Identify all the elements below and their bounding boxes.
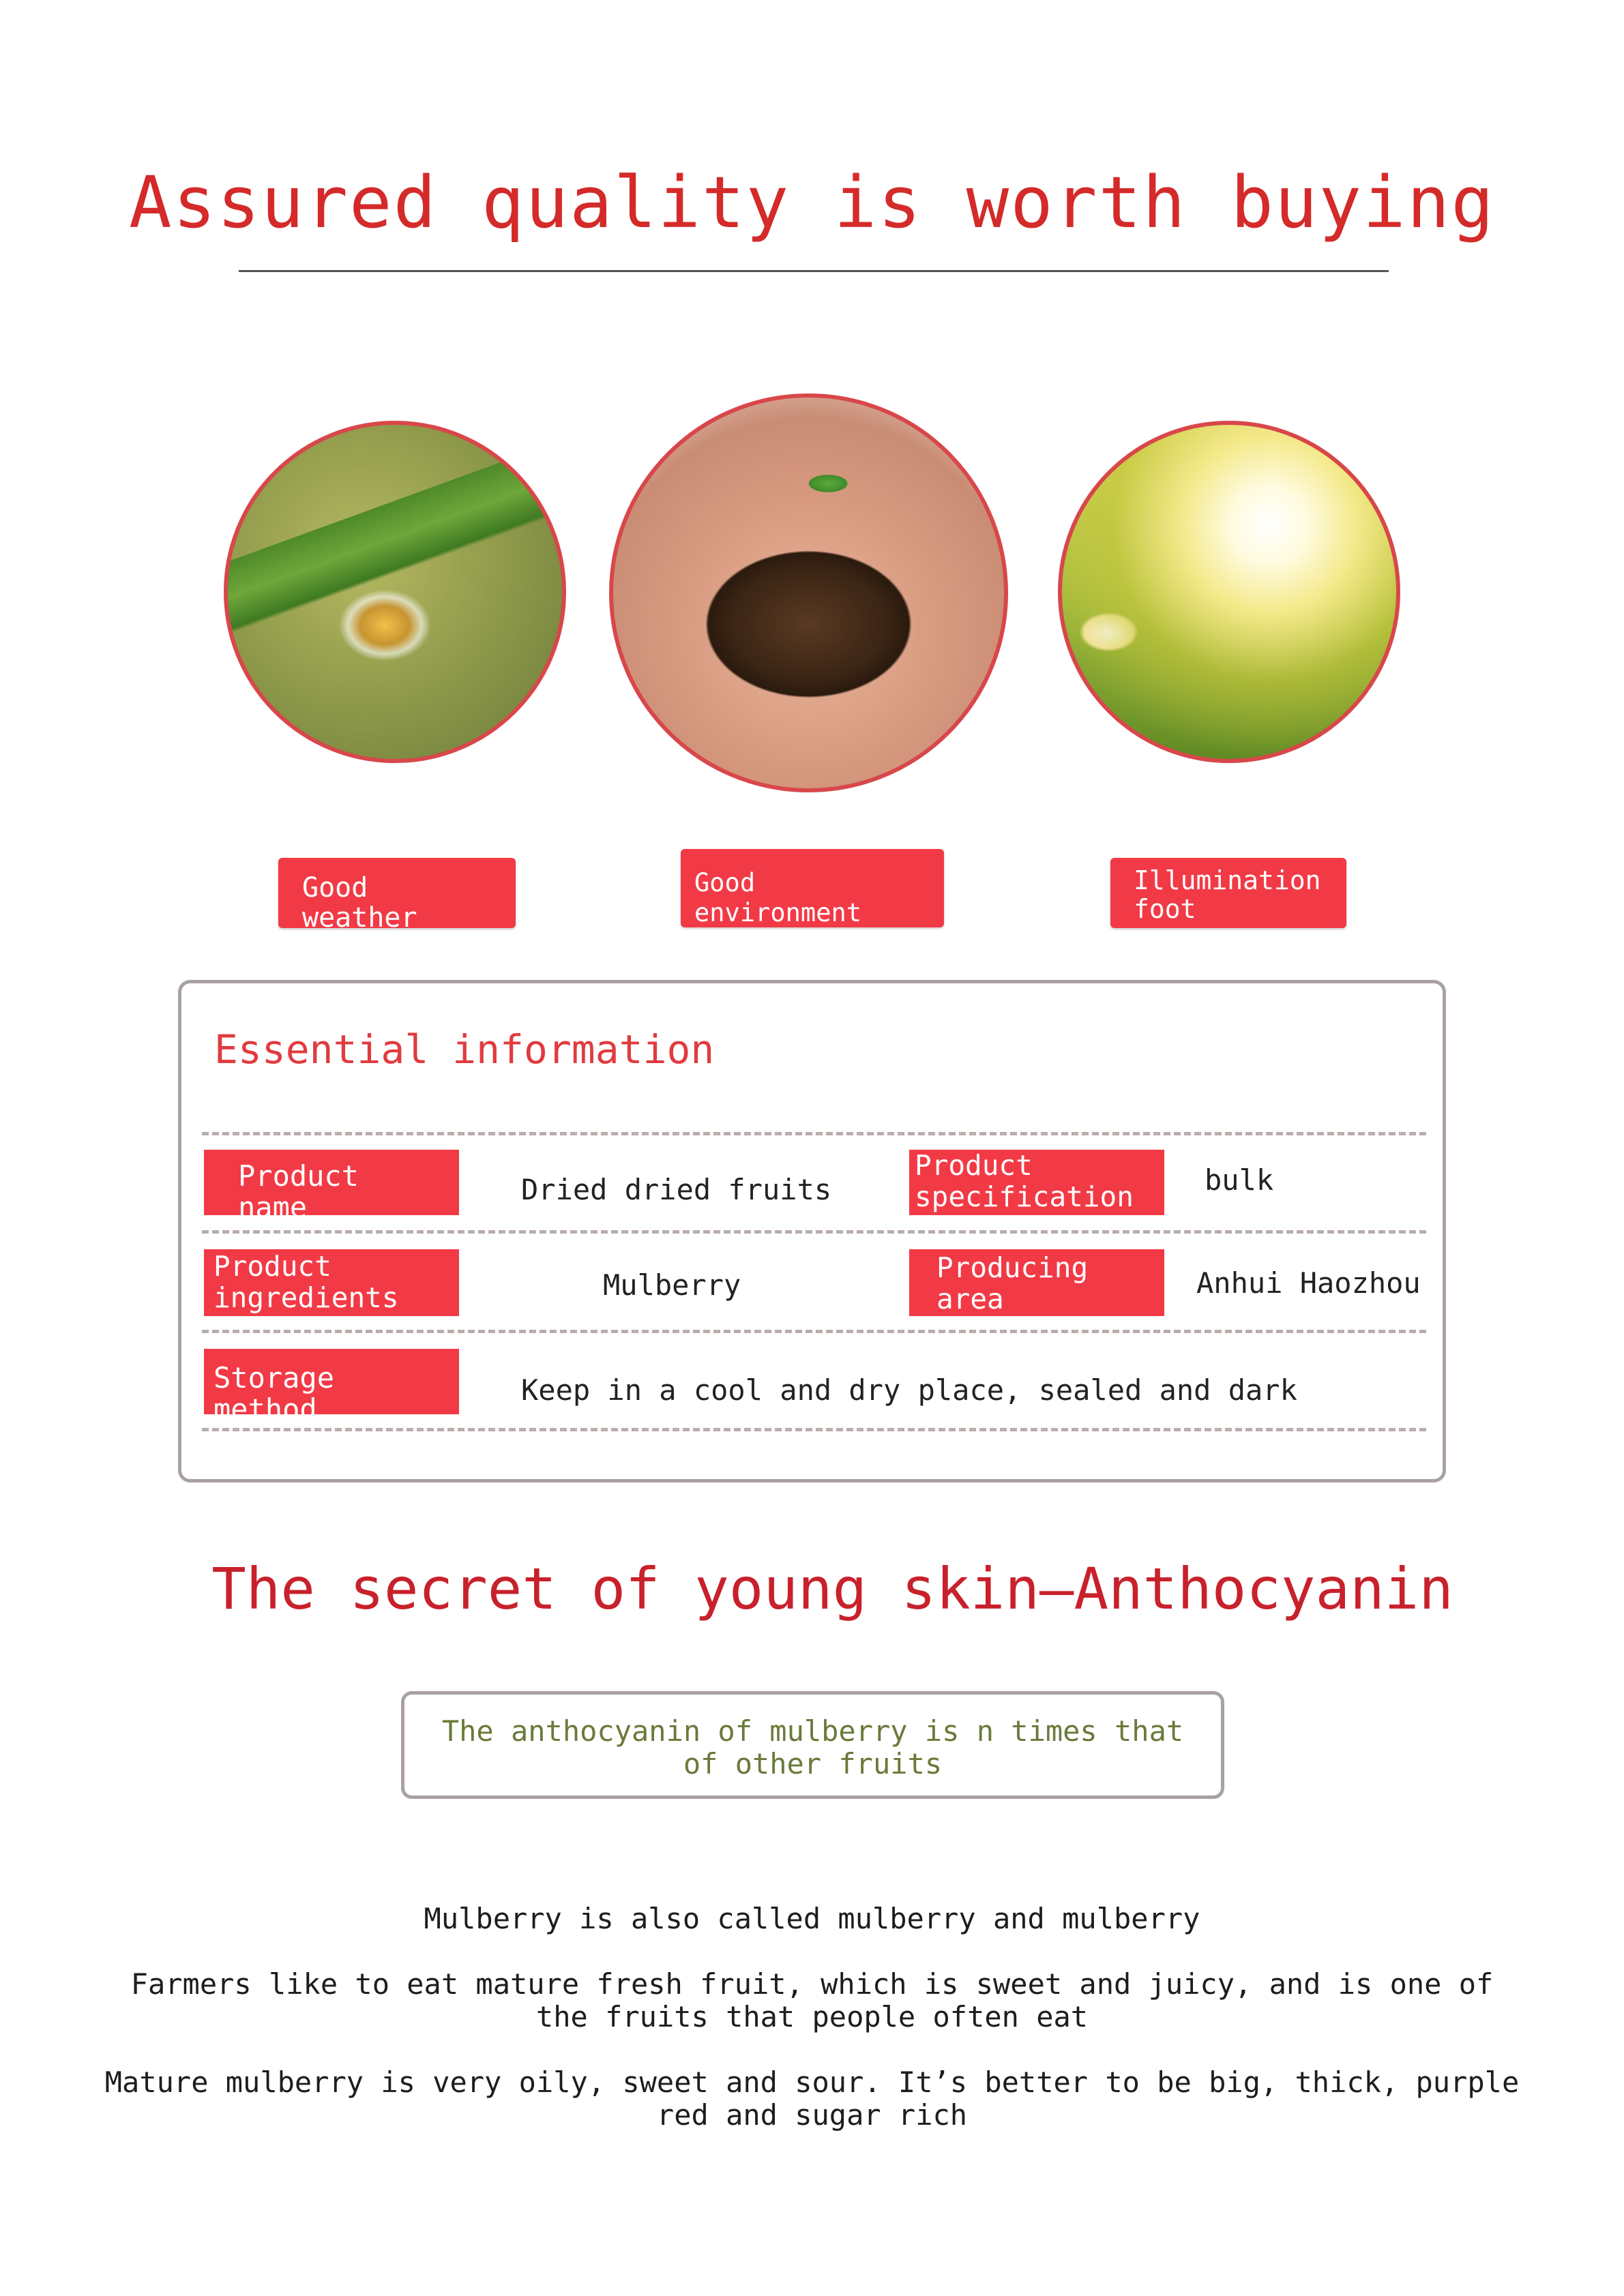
good-weather-label: Good weather	[278, 858, 516, 928]
title-divider	[239, 270, 1389, 272]
page-title: Assured quality is worth buying	[128, 161, 1495, 244]
producing-area-label: Producing area	[909, 1249, 1164, 1316]
water-droplet-image	[224, 421, 566, 763]
sunlight-flowers-image	[1058, 421, 1400, 763]
producing-area-value: Anhui Haozhou	[1196, 1266, 1421, 1300]
storage-method-value: Keep in a cool and dry place, sealed and dark	[521, 1373, 1297, 1407]
product-name-label: Product name	[204, 1150, 459, 1215]
row-divider	[202, 1330, 1426, 1333]
description-paragraph: Farmers like to eat mature fresh fruit, which is sweet and juicy, and is one of the fruits that people often eat	[130, 1967, 1494, 2033]
good-environment-label: Good environment	[681, 849, 944, 927]
soil-seedling-image	[609, 393, 1008, 792]
anthocyanin-heading: The secret of young skin—Anthocyanin	[211, 1555, 1453, 1622]
product-specification-label: Product specification	[909, 1150, 1164, 1215]
product-name-value: Dried dried fruits	[521, 1173, 832, 1206]
storage-method-label: Storage method	[204, 1349, 459, 1414]
row-divider	[202, 1132, 1426, 1135]
illumination-foot-label: Illumination foot	[1110, 858, 1346, 928]
description-paragraph: Mulberry is also called mulberry and mulberry	[424, 1902, 1200, 1935]
row-divider	[202, 1230, 1426, 1234]
product-ingredients-label: Product ingredients	[204, 1249, 459, 1316]
product-specification-value: bulk	[1205, 1163, 1274, 1197]
product-ingredients-value: Mulberry	[603, 1268, 741, 1302]
row-divider	[202, 1428, 1426, 1431]
anthocyanin-callout: The anthocyanin of mulberry is n times that of other fruits	[401, 1691, 1224, 1799]
description-paragraph: Mature mulberry is very oily, sweet and sour. It’s better to be big, thick, purple red and sugar rich	[104, 2066, 1520, 2132]
essential-information-title: Essential information	[214, 1026, 715, 1073]
